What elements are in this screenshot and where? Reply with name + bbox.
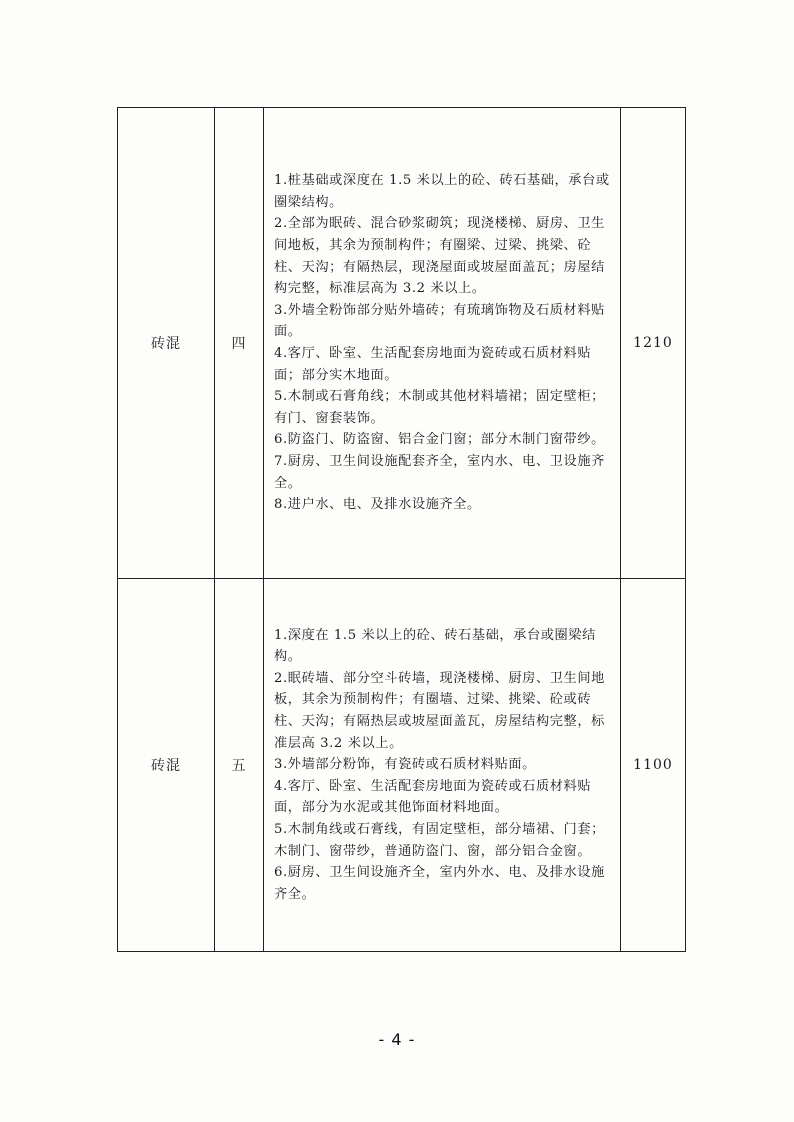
list-item: 3.外墙全粉饰部分贴外墙砖；有琉璃饰物及石质材料贴面。 <box>274 302 605 340</box>
price-cell: 1210 <box>621 108 686 579</box>
list-item: 4.客厅、卧室、生活配套房地面为瓷砖或石质材料贴面，部分为水泥或其他饰面材料地面。 <box>274 778 592 816</box>
price-cell: 1100 <box>621 579 686 952</box>
list-item: 6.厨房、卫生间设施齐全，室内外水、电、及排水设施齐全。 <box>274 865 605 902</box>
description-cell <box>264 108 621 579</box>
list-item: 3.外墙部分粉饰，有瓷砖或石质材料贴面。 <box>274 757 536 773</box>
building-standard-table <box>117 107 686 952</box>
list-item: 5.木制角线或石膏线，有固定壁柜，部分墙裙、门套；木制门、窗带纱，普通防盗门、窗，部分铝合金窗。 <box>274 821 605 859</box>
description-list <box>274 170 620 516</box>
list-item: 2.全部为眠砖、混合砂浆砌筑；现浇楼梯、厨房、卫生间地板，其余为预制构件；有圈梁、过梁、挑梁、砼柱、天沟；有隔热层，现浇屋面或坡屋面盖瓦；房屋结构完整，标准层高为 3.2 米以上。 <box>274 216 605 297</box>
structure-type-cell: 砖混 <box>118 579 215 952</box>
list-item: 7.厨房、卫生间设施配套齐全，室内水、电、卫设施齐全。 <box>274 453 605 491</box>
table-row <box>118 579 686 952</box>
grade-cell: 五 <box>215 579 264 952</box>
list-item: 1.桩基础或深度在 1.5 米以上的砼、砖石基础，承台或圈梁结构。 <box>274 173 610 210</box>
page-number: - 4 - <box>378 1030 416 1049</box>
grade-cell: 四 <box>215 108 264 579</box>
list-item: 8.进户水、电、及排水设施齐全。 <box>274 497 481 513</box>
list-item: 4.客厅、卧室、生活配套房地面为瓷砖或石质材料贴面；部分实木地面。 <box>274 346 592 383</box>
list-item: 5.木制或石膏角线；木制或其他材料墙裙；固定壁柜；有门、窗套装饰。 <box>274 389 605 426</box>
table-row <box>118 108 686 579</box>
list-item: 1.深度在 1.5 米以上的砼、砖石基础，承台或圈梁结构。 <box>274 627 596 665</box>
description-list <box>274 625 620 906</box>
description-cell <box>264 579 621 952</box>
list-item: 6.防盗门、防盗窗、铝合金门窗；部分木制门窗带纱。 <box>274 432 605 448</box>
structure-type-cell: 砖混 <box>118 108 215 579</box>
list-item: 2.眠砖墙、部分空斗砖墙，现浇楼梯、厨房、卫生间地板，其余为预制构件；有圈墙、过梁、挑梁、砼或砖柱、天沟；有隔热层或坡屋面盖瓦，房屋结构完整，标准层高 3.2 米以上。 <box>274 670 605 751</box>
